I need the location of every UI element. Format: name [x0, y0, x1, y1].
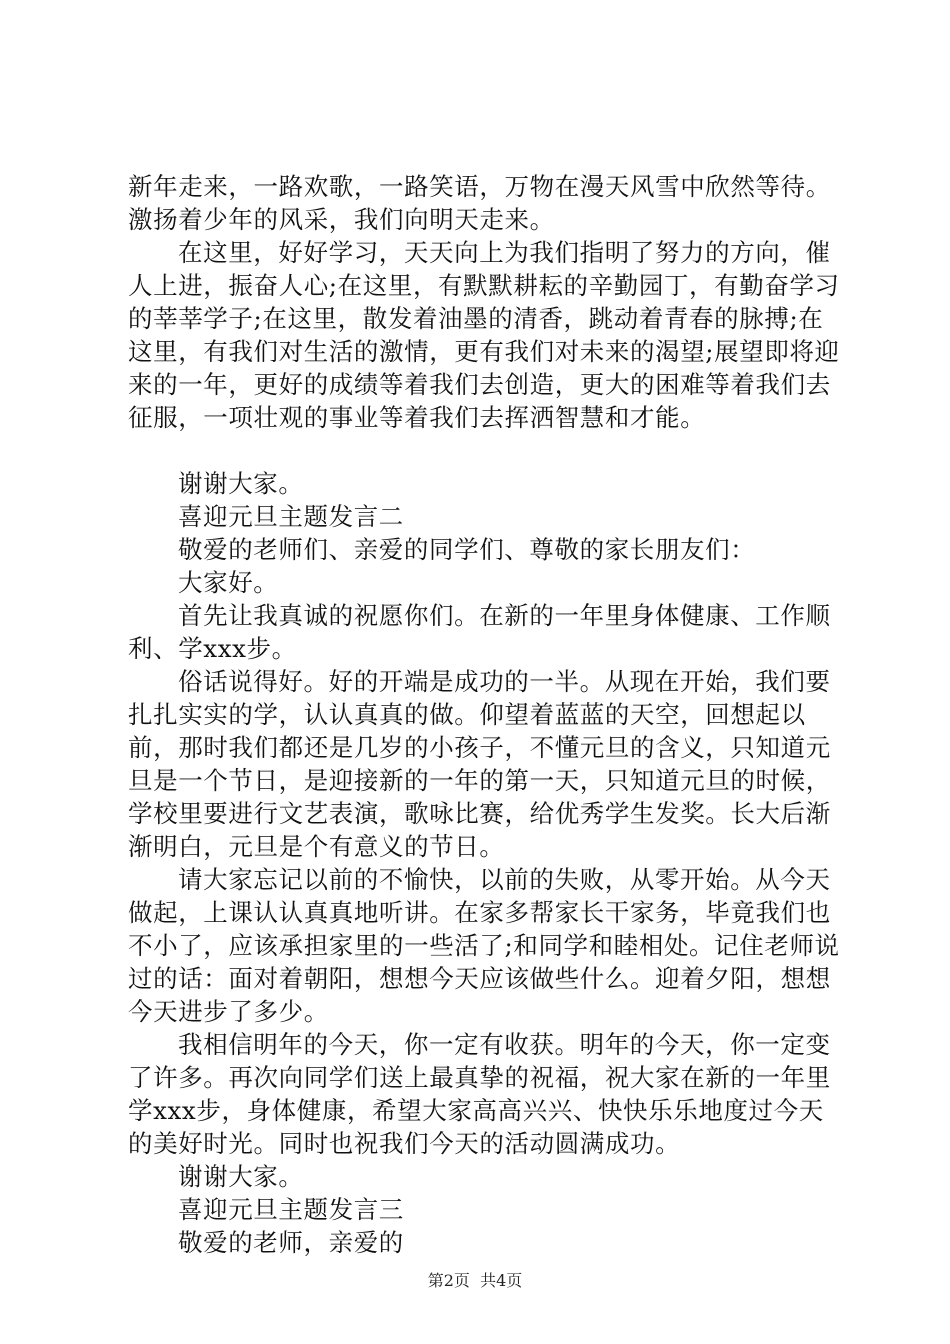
paragraph-2: 在这里，好好学习，天天向上为我们指明了努力的方向，催人上进，振奋人心;在这里，有默默耕耘的辛勤园丁，有勤奋学习的莘莘学子;在这里，散发着油墨的清香，跳动着青春的脉搏;在这里，有我们对生活的激情，更有我们对未来的渴望;展望即将迎来的一年，更好的成绩等着我们去创造，更大的困难等着我们去征服，一项壮观的事业等着我们去挥洒智慧和才能。 [128, 238, 840, 432]
paragraph-wishes: 首先让我真诚的祝愿你们。在新的一年里身体健康、工作顺利、学xxx步。 [128, 601, 831, 663]
section-title-3: 喜迎元旦主题发言三 [178, 1195, 404, 1224]
salutation-2: 敬爱的老师们、亲爱的同学们、尊敬的家长朋友们： [178, 535, 756, 564]
paragraph-next-year: 我相信明年的今天，你一定有收获。明年的今天，你一定变了许多。再次向同学们送上最真挚的祝福，祝大家在新的一年里学xxx步，身体健康，希望大家高高兴兴、快快乐乐地度过今天的美好时光。同时也祝我们今天的活动圆满成功。 [128, 1030, 831, 1158]
thanks-line-1: 谢谢大家。 [178, 469, 304, 498]
salutation-3: 敬爱的老师，亲爱的 [178, 1228, 404, 1257]
paragraph-fresh-start: 请大家忘记以前的不愉快，以前的失败，从零开始。从今天做起，上课认认真真地听讲。在家多帮家长干家务，毕竟我们也不小了，应该承担家里的一些活了;和同学和睦相处。记住老师说过的话：面对着朝阳，想想今天应该做些什么。迎着夕阳，想想今天进步了多少。 [128, 865, 840, 1026]
page-total: 共4页 [480, 1271, 523, 1290]
greeting: 大家好。 [178, 568, 279, 597]
document-body [128, 170, 842, 1259]
paragraph-proverb: 俗话说得好。好的开端是成功的一半。从现在开始，我们要扎扎实实的学，认认真真的做。仰望着蓝蓝的天空，回想起以前，那时我们都还是几岁的小孩子，不懂元旦的含义，只知道元旦是一个节日，是迎接新的一年的第一天，只知道元旦的时候，学校里要进行文艺表演，歌咏比赛，给优秀学生发奖。长大后渐渐明白，元旦是个有意义的节日。 [128, 667, 831, 861]
section-title-2: 喜迎元旦主题发言二 [178, 502, 404, 531]
page-footer [0, 1270, 950, 1292]
page-number: 第2页 [427, 1271, 470, 1290]
paragraph-1: 新年走来，一路欢歌，一路笑语，万物在漫天风雪中欣然等待。激扬着少年的风采，我们向明天走来。 [128, 172, 831, 234]
thanks-line-2: 谢谢大家。 [178, 1162, 304, 1191]
